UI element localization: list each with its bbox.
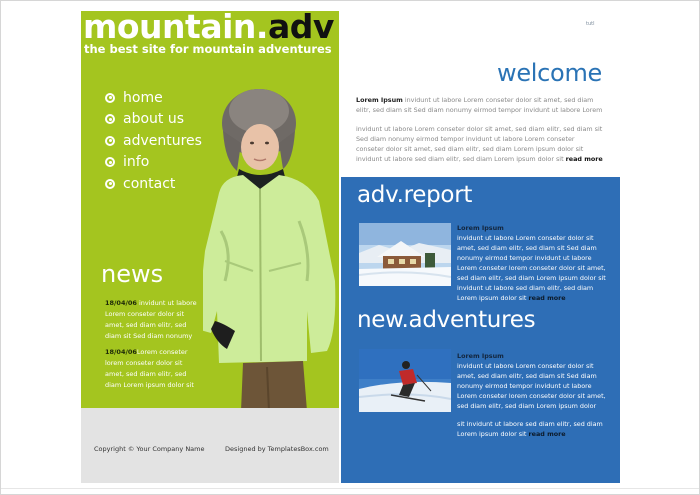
main-nav [105, 87, 202, 195]
nav-item-home[interactable] [105, 87, 202, 109]
nav-label: contact [123, 175, 176, 192]
welcome-text: invidunt ut labore Lorem conseter dolor sit amet, sed diam elitr, sed diam sit Sed diam nonumy eirmod tempor invidunt ut labore Lorem conseter conseter dolor sit amet, sed diam elitr, sed diam Lorem ipsum dolor sit invidunt ut labore sed diam elitr, sed diam Lorem ipsum dolor sit [356, 125, 603, 163]
nav-item-contact[interactable] [105, 173, 202, 195]
news-date: 18/04/06 [105, 348, 137, 356]
news-item [105, 298, 201, 342]
report-heading: Lorem Ipsum [457, 224, 504, 232]
welcome-lead: Lorem Ipsum [356, 96, 403, 104]
news-text: invidunt ut labore Lorem conseter dolor sit amet, sed diam elitr, sed diam sit Sed diam nonumy [105, 299, 197, 340]
designed-by-link[interactable]: Designed by TemplatesBox.com [225, 445, 329, 453]
report-body: invidunt ut labore Lorem conseter dolor sit amet, sed diam elitr, sed diam sit Sed diam nonumy eirmod tempor invidunt ut labore Lorem conseter lorem conseter dolor sit amet, sed diam elitr, sed diam Lorem ipsum dolor sit invidunt ut labore sed diam elitr, sed diam Lorem ipsum dolor sit [457, 234, 606, 302]
news-item [105, 347, 201, 391]
footer [81, 408, 339, 483]
bottom-rule [1, 488, 699, 489]
logo[interactable] [81, 11, 339, 45]
adventures-text-2 [457, 419, 607, 439]
bullet-icon [105, 179, 115, 189]
chalet-photo [359, 223, 451, 286]
read-more-link[interactable]: read more [528, 294, 566, 302]
logo-text [83, 11, 334, 46]
adventures-body: invidunt ut labore Lorem conseter dolor sit amet, sed diam elitr, sed diam sit Sed diam nonumy eirmod tempor invidunt ut labore Lorem conseter lorem conseter dolor sit amet, sed diam elitr, sed diam Lorem ipsum dolor [457, 362, 606, 410]
bullet-icon [105, 136, 115, 146]
copyright: Copyright © Your Company Name [94, 445, 205, 453]
nav-label: about us [123, 111, 185, 128]
skier-photo [359, 349, 451, 412]
nav-item-adventures[interactable] [105, 130, 202, 152]
tagline: the best site for mountain adventures [84, 42, 332, 56]
nav-item-about-us[interactable] [105, 109, 202, 131]
bullet-icon [105, 93, 115, 103]
nav-label: adventures [123, 132, 202, 149]
blue-panel [341, 177, 620, 483]
welcome-paragraph [356, 95, 604, 115]
adventures-body-2: sit invidunt ut labore sed diam elitr, sed diam Lorem ipsum dolor sit [457, 420, 603, 438]
welcome-paragraph [356, 124, 604, 164]
left-column [81, 11, 339, 408]
nav-label: home [123, 89, 163, 106]
logo-main: mountain. [83, 11, 268, 46]
logo-accent: adv [267, 11, 334, 46]
news-title: news [101, 260, 164, 288]
read-more-link[interactable]: read more [528, 430, 566, 438]
tiny-mark: tutl [586, 21, 595, 27]
welcome-text: invidunt ut labore Lorem conseter dolor sit amet, sed diam elitr, sed diam sit Sed diam nonumy eirmod tempor invidunt ut labore Lorem [356, 96, 603, 114]
news-date: 18/04/06 [105, 299, 137, 307]
adventures-heading: Lorem Ipsum [457, 352, 504, 360]
welcome-title: welcome [497, 59, 602, 87]
person-photo [203, 81, 339, 408]
adv-report-title: adv.report [357, 182, 473, 208]
read-more-link[interactable]: read more [565, 155, 603, 163]
nav-item-info[interactable] [105, 152, 202, 174]
adventures-text [457, 351, 607, 411]
report-text [457, 223, 607, 303]
nav-label: info [123, 154, 150, 171]
news-text: Lorem conseter lorem conseter dolor sit amet, sed diam elitr, sed diam Lorem ipsum dolor sit [105, 348, 194, 389]
bullet-icon [105, 157, 115, 167]
new-adventures-title: new.adventures [357, 307, 536, 333]
bullet-icon [105, 114, 115, 124]
